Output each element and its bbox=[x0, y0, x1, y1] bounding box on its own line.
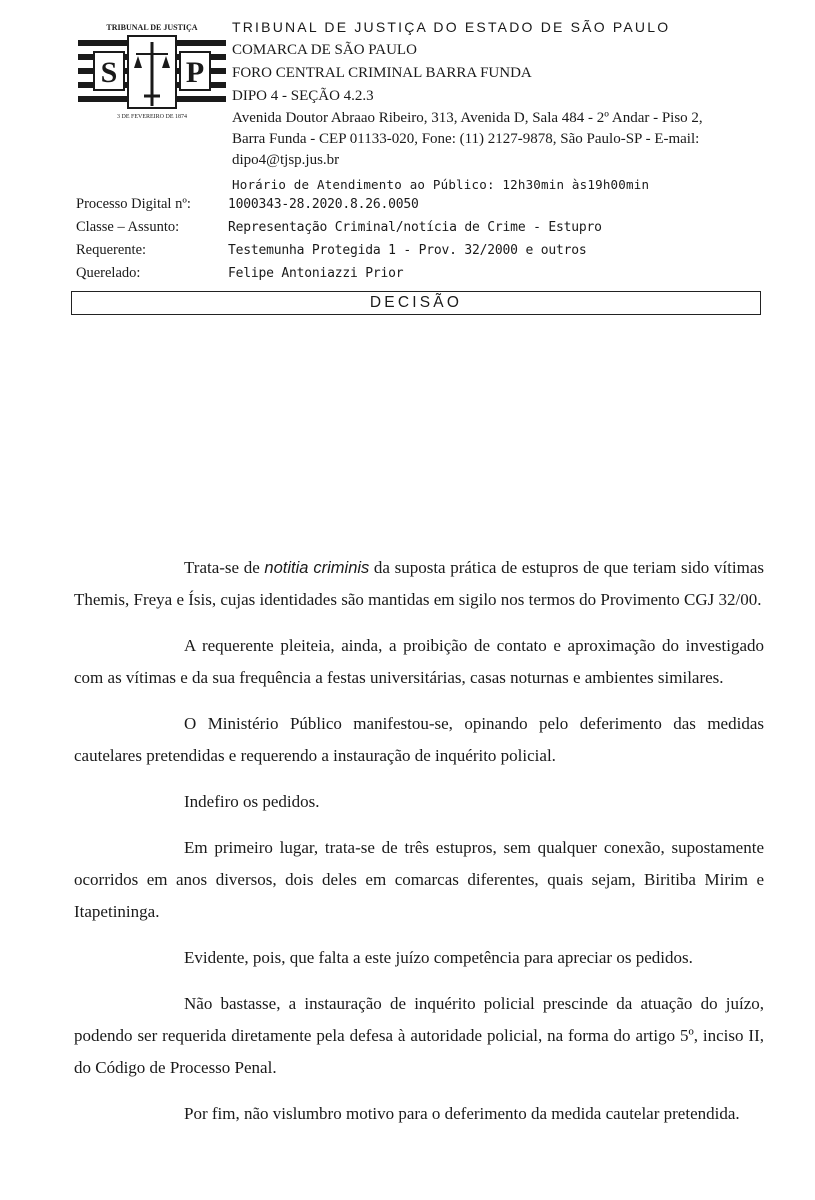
section: DIPO 4 - SEÇÃO 4.2.3 bbox=[232, 88, 374, 104]
comarca: COMARCA DE SÃO PAULO bbox=[232, 42, 417, 58]
paragraph: Evidente, pois, que falta a este juízo competência para apreciar os pedidos. bbox=[184, 948, 693, 967]
logo-letter-s: S bbox=[100, 56, 118, 89]
case-info-row bbox=[76, 239, 776, 262]
case-info-value: 1000343-28.2020.8.26.0050 bbox=[228, 197, 419, 212]
paragraph: Por fim, não vislumbro motivo para o deferimento da medida cautelar pretendida. bbox=[184, 1104, 740, 1123]
court-name: TRIBUNAL DE JUSTIÇA DO ESTADO DE SÃO PAULO bbox=[232, 19, 671, 35]
case-info-row bbox=[76, 262, 776, 285]
paragraph: Indefiro os pedidos. bbox=[184, 792, 320, 811]
logo-letter-p: P bbox=[185, 56, 205, 89]
paragraph-text: da suposta prática de estupros de que teriam sido vítimas Themis, Freya e Ísis, cujas identidades são mantidas em sigilo nos termos do Provimento CGJ 32/00. bbox=[74, 558, 764, 609]
paragraph-text: Trata-se de bbox=[184, 558, 265, 577]
decision-body bbox=[74, 552, 764, 1144]
tjsp-seal-icon bbox=[78, 14, 226, 120]
case-info bbox=[76, 193, 776, 285]
paragraph: Não bastasse, a instauração de inquérito policial prescinde da atuação do juízo, podendo ser requerida diretamente pela defesa à autoridade policial, na forma do artigo 5º, inciso II, do Código de Processo Penal. bbox=[74, 994, 764, 1077]
case-info-label: Querelado: bbox=[76, 265, 141, 281]
logo-bottom-text: 3 DE FEVEREIRO DE 1874 bbox=[117, 114, 187, 120]
paragraph bbox=[74, 552, 764, 616]
case-info-value: Testemunha Protegida 1 - Prov. 32/2000 e outros bbox=[228, 243, 587, 258]
paragraph: A requerente pleiteia, ainda, a proibição de contato e aproximação do investigado com as vítimas e da sua frequência a festas universitárias, casas noturnas e ambientes similares. bbox=[74, 636, 764, 687]
case-info-label: Processo Digital nº: bbox=[76, 196, 191, 212]
latin-term: notitia criminis bbox=[264, 559, 370, 577]
case-info-value: Felipe Antoniazzi Prior bbox=[228, 266, 404, 281]
case-info-row bbox=[76, 193, 776, 216]
court-logo bbox=[78, 14, 226, 120]
decision-title: DECISÃO bbox=[71, 291, 761, 315]
court-header bbox=[232, 16, 792, 196]
address-line-2: Barra Funda - CEP 01133-020, Fone: (11) 2127-9878, São Paulo-SP - E-mail: bbox=[232, 131, 700, 147]
case-info-label: Requerente: bbox=[76, 242, 147, 258]
case-info-row bbox=[76, 216, 776, 239]
case-info-value: Representação Criminal/notícia de Crime - Estupro bbox=[228, 220, 602, 235]
address-line-1: Avenida Doutor Abraao Ribeiro, 313, Avenida D, Sala 484 - 2º Andar - Piso 2, bbox=[232, 110, 703, 126]
paragraph: Em primeiro lugar, trata-se de três estupros, sem qualquer conexão, supostamente ocorridos em anos diversos, dois deles em comarcas diferentes, quais sejam, Biritiba Mirim e Itapetininga. bbox=[74, 838, 764, 921]
paragraph: O Ministério Público manifestou-se, opinando pelo deferimento das medidas cautelares pretendidas e requerendo a instauração de inquérito policial. bbox=[74, 714, 764, 765]
foro: FORO CENTRAL CRIMINAL BARRA FUNDA bbox=[232, 65, 532, 81]
case-info-label: Classe – Assunto: bbox=[76, 219, 180, 235]
logo-top-text: TRIBUNAL DE JUSTIÇA bbox=[106, 23, 198, 32]
email: dipo4@tjsp.jus.br bbox=[232, 152, 340, 168]
opening-hours: Horário de Atendimento ao Público: 12h30min às19h00min bbox=[232, 177, 650, 192]
